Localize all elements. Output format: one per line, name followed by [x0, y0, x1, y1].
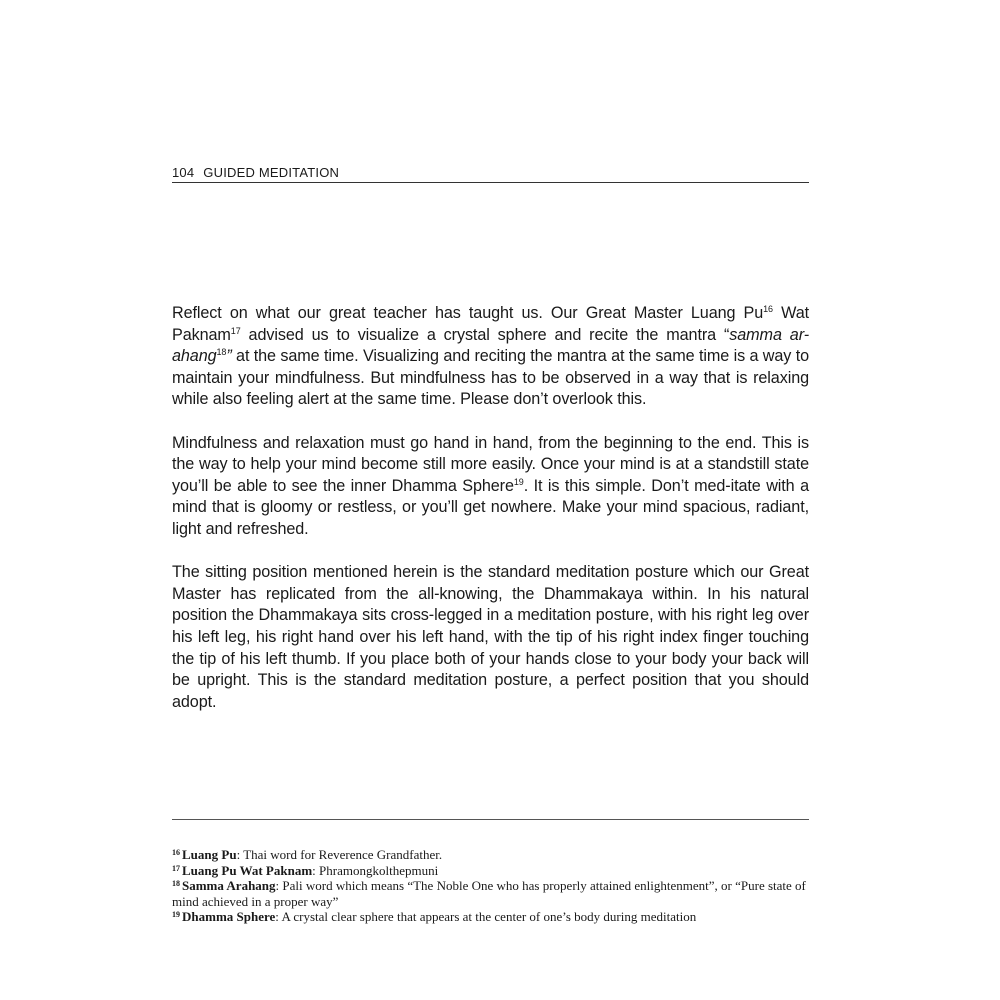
- footnote-separator: :: [236, 847, 244, 862]
- page-number: 104: [172, 165, 195, 180]
- paragraph-text: advised us to visualize a crystal sphere and recite the mantra “: [240, 325, 730, 344]
- footnote-ref-18[interactable]: 18: [216, 347, 227, 358]
- footnote-text: Pali word which means “The Noble One who has properly attained enlightenment”, or “Pure state of mind achieved in a proper way”: [172, 878, 806, 909]
- footnote-text: A crystal clear sphere that appears at the center of one’s body during meditation: [281, 909, 697, 924]
- footnote-ref-17[interactable]: 17: [230, 325, 241, 336]
- footnote-term: Luang Pu: [182, 847, 237, 862]
- footnote-term: Dhamma Sphere: [182, 909, 276, 924]
- paragraph-3: The sitting position mentioned herein is the standard meditation posture which our Great Master has replicated from the all-knowing, the Dhammakaya within. In his natural position the Dhammakaya sits cross-legged in a meditation posture, with his right leg over his left leg, his right hand over his left hand, with the tip of his right index finger touching the tip of his left thumb. If you place both of your hands close to your body your back will be upright. This is the standard meditation posture, a perfect position that you should adopt.: [172, 563, 809, 711]
- main-text: [172, 303, 809, 735]
- footnote-19: [172, 909, 812, 925]
- paragraph-text: . It is this simple. Don’t med-itate with a mind that is gloomy or restless, or you’ll get nowhere. Make your mind spacious, radiant, light and refreshed.: [172, 476, 809, 538]
- footnote-separator: :: [312, 862, 320, 878]
- footnote-separator: :: [275, 909, 282, 924]
- footnote-divider: [172, 819, 809, 820]
- footnote-17: [172, 863, 812, 879]
- footnotes-section: [172, 847, 812, 925]
- footnote-text: Phramongkolthepmuni: [319, 862, 439, 878]
- paragraph-1: [172, 303, 809, 411]
- footnote-number: 19: [172, 910, 180, 919]
- footnote-text: Thai word for Reverence Grandfather.: [243, 847, 443, 862]
- footnote-number: 18: [172, 879, 180, 888]
- footnote-18: [172, 878, 812, 909]
- paragraph-text: Mindfulness and relaxation must go hand in hand, from the beginning to the end. This is the way to help your mind become still more easily. Once your mind is at a standstill state you’ll be able to see the inner Dhamma Sphere: [172, 433, 809, 495]
- paragraph-text: at the same time. Visualizing and reciting the mantra at the same time is a way to maintain your mindfulness. But mindfulness has to be observed in a way that is relaxing while also feeling alert at the same time. Please don’t overlook this.: [172, 347, 809, 409]
- footnote-ref-19[interactable]: 19: [513, 476, 524, 487]
- running-title: GUIDED MEDITATION: [203, 165, 340, 180]
- paragraph-2: [172, 433, 809, 541]
- closing-quote: ”: [226, 347, 232, 366]
- footnote-term: Samma Arahang: [182, 878, 276, 893]
- footnote-number: 17: [172, 863, 180, 873]
- paragraph-text: Wat Paknam: [172, 304, 809, 344]
- paragraph-text: Reflect on what our great teacher has taught us. Our Great Master Luang Pu: [172, 304, 764, 322]
- footnote-16: [172, 847, 812, 863]
- mantra-text: samma ar-ahang: [172, 325, 809, 366]
- footnote-term: Luang Pu Wat Paknam: [182, 862, 313, 878]
- running-header: [172, 165, 809, 183]
- footnote-number: 16: [172, 848, 180, 857]
- footnote-separator: :: [275, 878, 283, 893]
- footnote-ref-16[interactable]: 16: [763, 304, 773, 314]
